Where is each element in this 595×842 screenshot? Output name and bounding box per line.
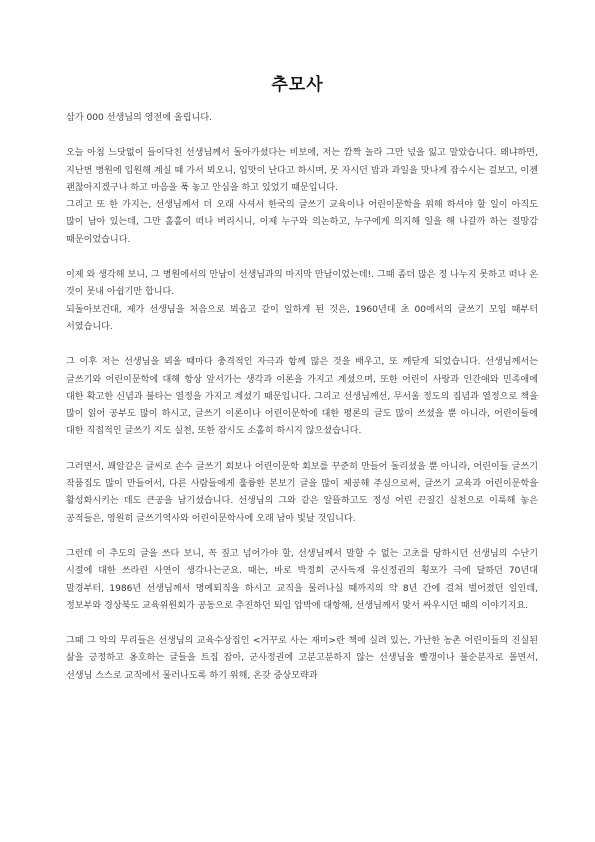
document-body	[66, 110, 538, 685]
paragraph: 그때 그 악의 무리들은 선생님의 교육수상집인 <거꾸로 사는 재미>란 책에 실려 있는, 가난한 농촌 어린이들의 진실된 삶을 긍정하고 옹호하는 글들을 트집 잡아, 군사정권에 고분고분하지 않는 선생님을 빨갱이나 불순분자로 몰면서, 선생님 스스로 교직에서 물러나도록 하기 위해, 온갖 중상모략과	[66, 636, 538, 681]
paragraph: 이제 와 생각해 보니, 그 병원에서의 만남이 선생님과의 마지막 만남이었는데!. 그때 좀더 많은 정 나누지 못하고 떠나 온 것이 못내 아쉽기만 합니다.	[66, 270, 538, 298]
paragraph: 그러면서, 꽤알같은 글씨로 손수 글쓰기 회보나 어린이문학 회보를 꾸준히 만들어 돌리셨을 뿐 아니라, 어린이들 글쓰기 작품집도 많이 만들어서, 다른 사람들에게 훌륭한 본보기 글을 많이 제공해 주심으로써, 글쓰기 교육과 어린이문학을 활성화시키는 데도 큰공을 남기셨습니다. 선생님의 그와 같은 알뜰하고도 정성 어린 끈질긴 실천으로 이룩해 놓은 공적들은, 영원히 글쓰기역사와 어린이문학사에 오래 남아 빛날 것입니다.	[66, 461, 538, 524]
paragraph: 되돌아보건대, 제가 선생님을 처음으로 뵈옵고 같이 일하게 된 것은, 1960년대 초 00에서의 글쓰기 모임 때부터 서였습니다.	[66, 304, 538, 332]
paragraph: 그런데 이 추도의 글을 쓰다 보니, 꼭 짚고 넘어가야 할, 선생님께서 말할 수 없는 고초를 당하시던 선생님의 수난기 시절에 대한 쓰라린 사연이 생각나는군요. 때는, 바로 박정희 군사독재 유신정권의 횡포가 극에 달하던 70년대 말경부터, 1986년 선생님께서 명예퇴직을 하시고 교직을 물러나실 때까지의 약 8년 간에 걸쳐 벌어졌던 일인데, 정보부와 경상북도 교육위원회가 공동으로 추진하던 퇴임 압박에 대항해, 선생님께서 맞서 싸우시던 때의 이야기지요.	[66, 548, 538, 611]
paragraph-greeting: 삼가 000 선생님의 영전에 올립니다.	[66, 113, 213, 123]
paragraph: 오늘 아침 느닷없이 들이닥친 선생님께서 돌아가셨다는 비보에, 저는 깜짝 놀라 그만 넋을 잃고 말았습니다. 왜냐하면, 지난번 병원에 입원해 계실 때 가서 뵈오니, 입맛이 난다고 하시며, 못 자시던 밥과 과일을 맛나게 잡수시는 걸보고, 이젠 괜찮아지겠구나 하고 마음을 푹 놓고 안심을 하고 있었기 때문입니다.	[66, 148, 538, 193]
document-title: 추모사	[271, 75, 324, 95]
paragraph: 그 이후 저는 선생님을 뵈올 때마다 충격적인 자극과 함께 많은 것을 배우고, 또 깨닫게 되었습니다. 선생님께서는 글쓰기와 어린이문학에 대해 항상 앞서가는 생각과 이론을 가지고 계셨으며, 또한 어린이 사랑과 인간애와 민족애에 대한 확고한 신념과 불타는 열정을 가지고 계셨기 때문입니다. 그리고 선생님께선, 무서울 정도의 집념과 열정으로 책을 많이 읽어 공부도 많이 하시고, 글쓰기 이론이나 어린이문학에 대한 평론의 글도 많이 쓰셨을 뿐 아니라, 어린이들에 대한 직접적인 글쓰기 지도 실천, 또한 잠시도 소홀히 하시지 않으셨습니다.	[66, 357, 538, 437]
paragraph: 그리고 또 한 가지는, 선생님께서 더 오래 사셔서 한국의 글쓰기 교육이나 어린이문학을 위해 하셔야 할 일이 아직도 많이 남아 있는데, 그만 홀홀이 떠나 버리시니, 이제 누구와 의논하고, 누구에게 의지해 일을 해 나갈까 하는 절망감 때문이었습니다.	[66, 200, 538, 245]
